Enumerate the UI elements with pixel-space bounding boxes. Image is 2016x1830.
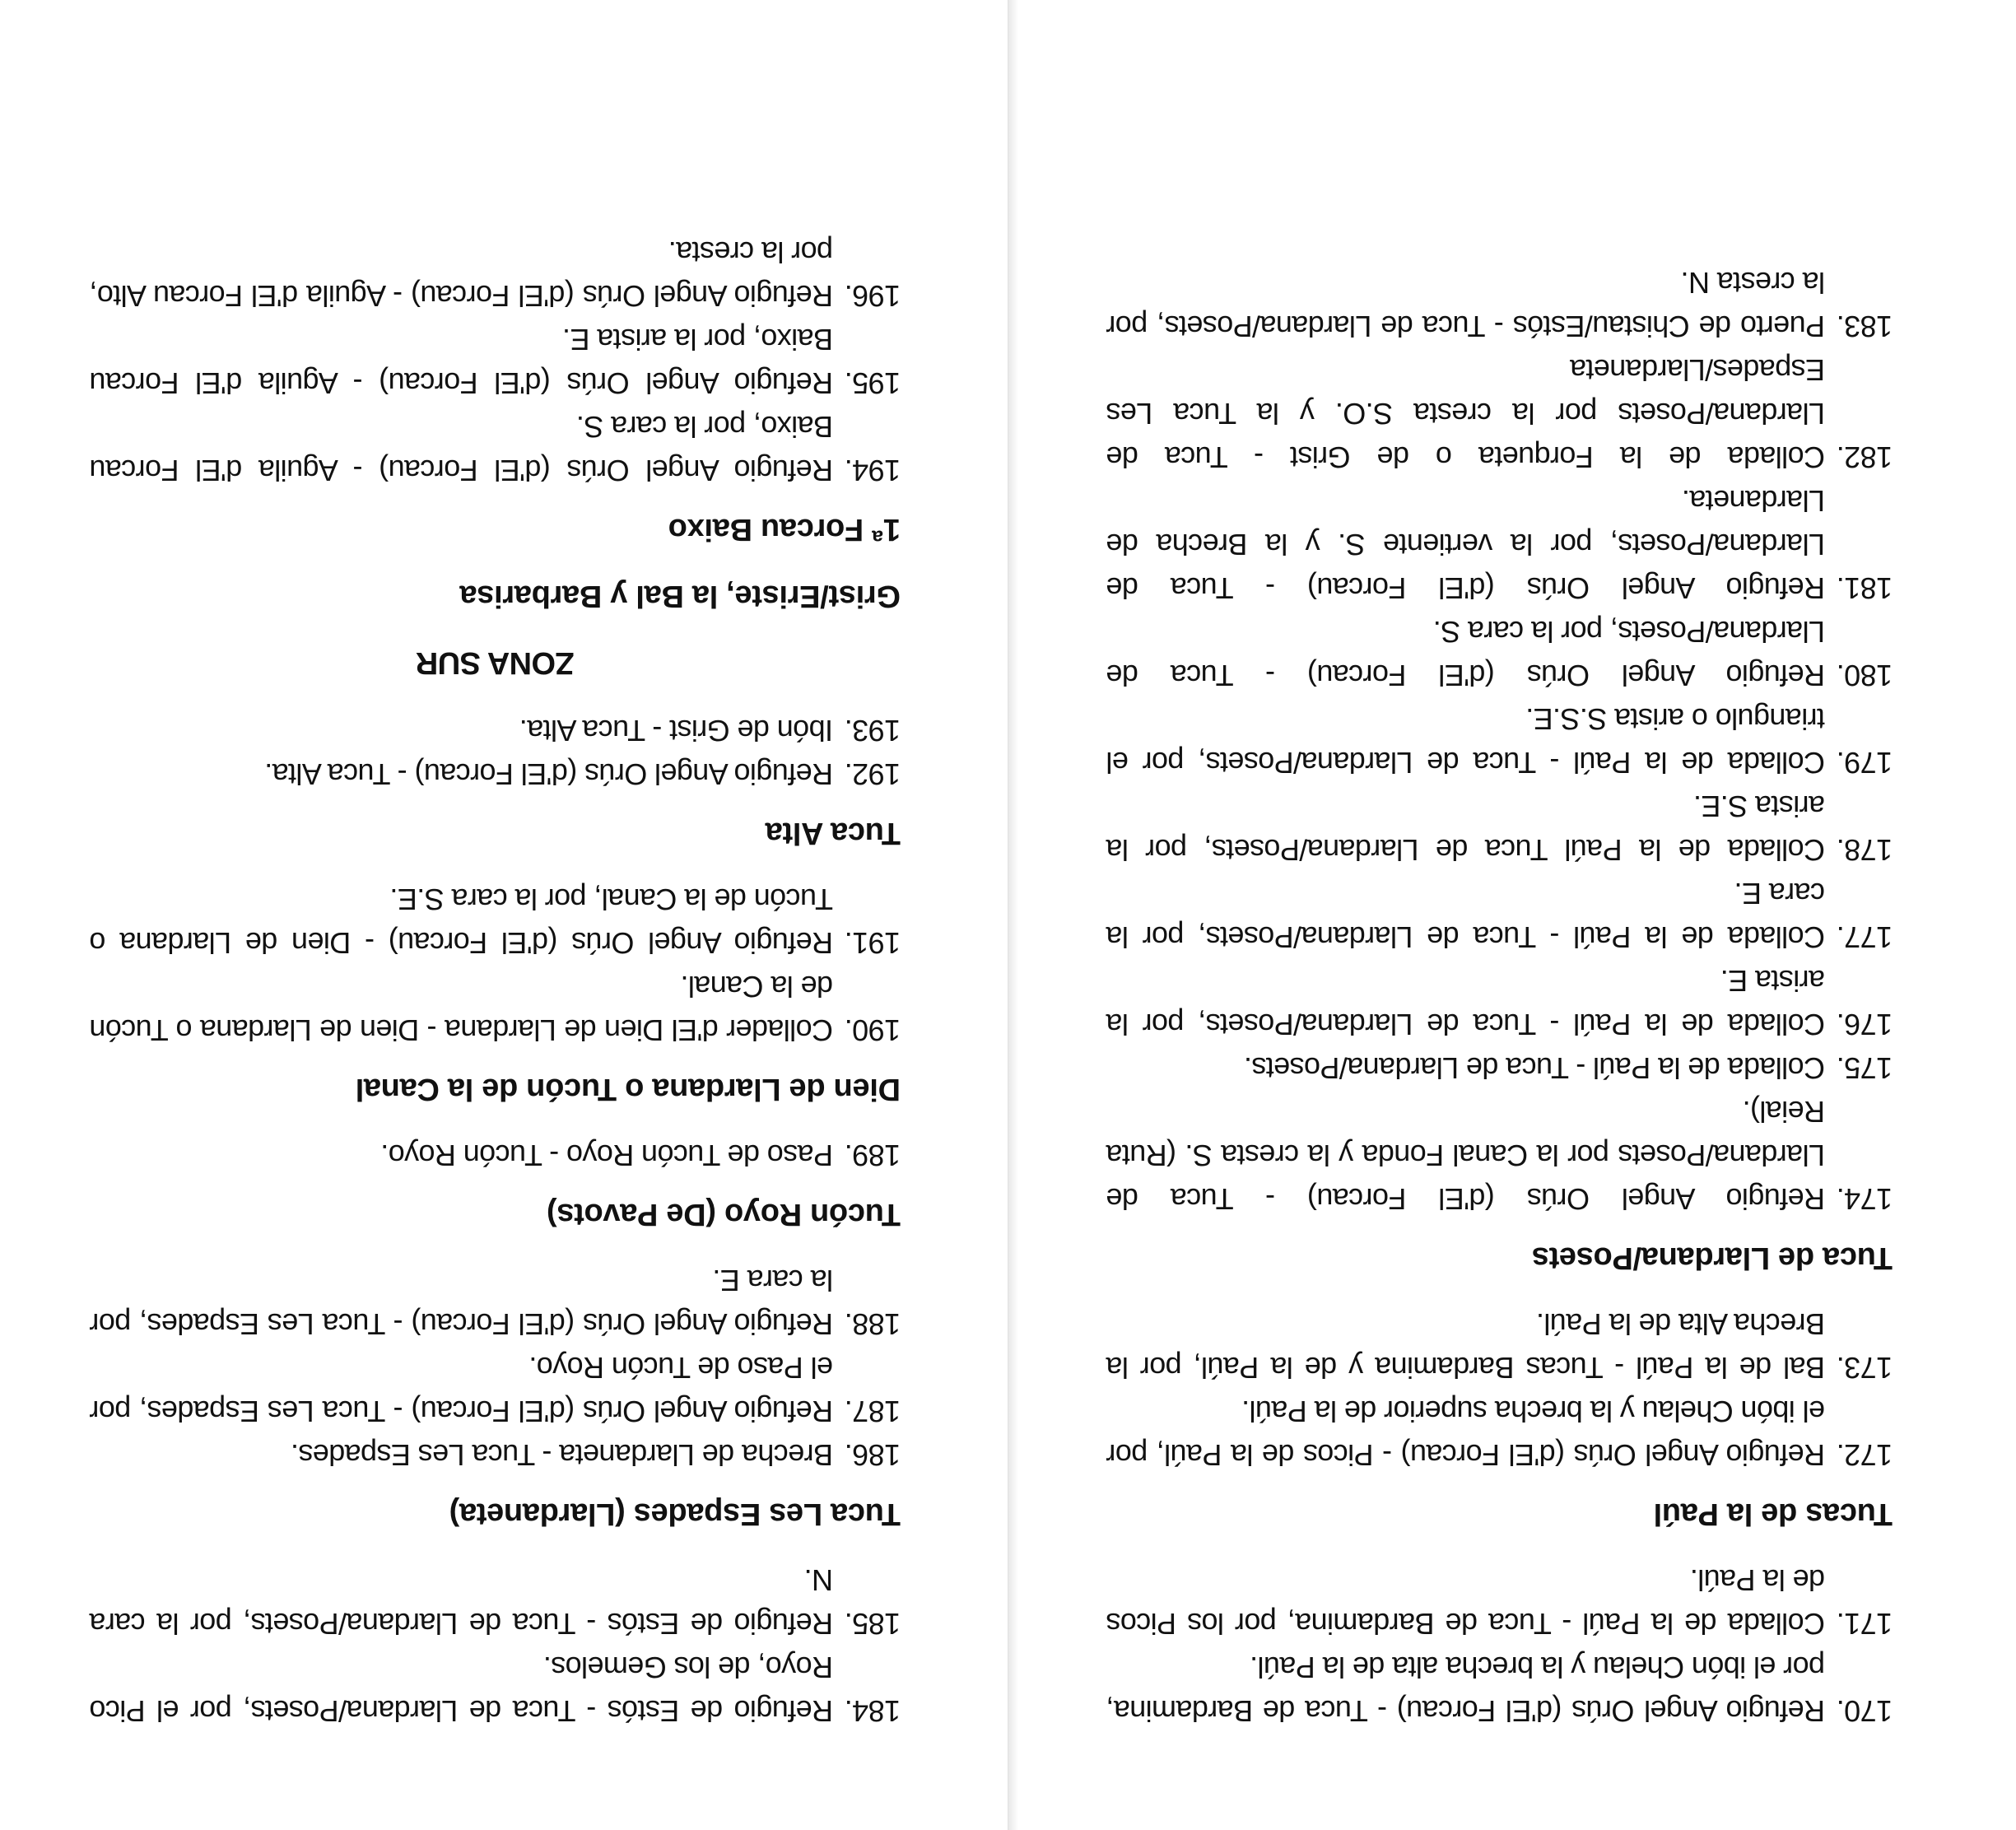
section-heading: Grist/Eriste, la Bal y Barbarisa [459, 579, 901, 613]
route-number: 196. [845, 279, 901, 313]
route-entry [90, 709, 901, 752]
section-heading: Dien de Llardana o Tucón de la Canal [355, 1072, 901, 1106]
right-column [90, 230, 901, 1733]
route-description: Refugio Angel Orús (d'El Forcau) - Tuca de Bardamina, por el ibón Chelau y la brecha alta de la Paúl. [1106, 1651, 1825, 1728]
route-description: Collada de la Paúl - Tuca de Llardana/Posets, por la arista E. [1106, 964, 1825, 1041]
route-description: Refugio Angel Orús (d'El Forcau) - Picos de la Paúl, por el ibón Chelau y la brecha superior de la Paúl. [1106, 1395, 1825, 1472]
route-entry [1106, 959, 1893, 1046]
route-number: 188. [845, 1307, 901, 1341]
route-number: 186. [845, 1438, 901, 1472]
section-heading: Tuca Les Espades (Llardaneta) [449, 1497, 901, 1531]
route-entry [1106, 1090, 1893, 1221]
section-heading: Tucas de la Paúl [1653, 1497, 1893, 1531]
route-entry [90, 965, 901, 1052]
route-number: 171. [1837, 1607, 1893, 1641]
route-entry [90, 1134, 901, 1177]
route-number: 173. [1837, 1351, 1893, 1385]
route-entry [90, 1346, 901, 1433]
route-number: 189. [845, 1139, 901, 1172]
route-description: Collada de la Paúl - Tuca de Llardana/Posets. [1244, 1051, 1825, 1085]
route-entry [90, 405, 901, 492]
route-entry [1106, 1558, 1893, 1646]
route-entry [1106, 479, 1893, 610]
route-entry [90, 1558, 901, 1646]
route-number: 194. [845, 454, 901, 487]
route-number: 177. [1837, 920, 1893, 954]
route-entry [1106, 261, 1893, 348]
route-number: 179. [1837, 746, 1893, 780]
route-description: Refugio Angel Orús (d'El Forcau) - Tuca de Llardana/Posets por la Canal Fonda y la cresta S. (Ruta Reial). [1106, 1095, 1825, 1216]
route-entry [90, 878, 901, 965]
page-left [1008, 0, 2016, 1830]
route-number: 174. [1837, 1182, 1893, 1216]
route-description: Refugio Angel Orús (d'El Forcau) - Tuca de Llardana/Posets, por la cara S. [1106, 615, 1825, 692]
route-number: 175. [1837, 1051, 1893, 1085]
route-description: Puerto de Chistau/Estós - Tuca de Llardana/Posets, por la cresta N. [1106, 266, 1825, 343]
route-description: Collada de la Paúl - Tuca de Llardana/Posets, por la cara E. [1106, 877, 1825, 954]
route-number: 170. [1837, 1694, 1893, 1728]
section-heading: Tucón Royo (De Pavots) [547, 1197, 901, 1232]
route-entry [1106, 348, 1893, 479]
route-number: 176. [1837, 1008, 1893, 1041]
route-number: 178. [1837, 833, 1893, 867]
section-heading: Tuca de Llardana/Posets [1532, 1241, 1893, 1275]
route-description: Paso de Tucón Royo - Tucón Royo. [380, 1139, 833, 1172]
route-description: Refugio Angel Orús (d'El Forcau) - Dien de Llardana o Tucón de la Canal, por la cara S.E. [90, 882, 833, 960]
route-number: 193. [845, 714, 901, 747]
route-number: 187. [845, 1395, 901, 1428]
route-number: 185. [845, 1607, 901, 1641]
route-description: Refugio Angel Orús (d'El Forcau) - Aguila d'El Forcau Baixo, por la arista E. [90, 323, 833, 400]
route-description: Refugio Angel Orús (d'El Forcau) - Tuca Les Espades, por la cara E. [90, 1264, 833, 1341]
route-entry [90, 230, 901, 318]
route-entry [1106, 1046, 1893, 1090]
route-description: Refugio Angel Orús (d'El Forcau) - Aguila d'El Forcau Alto, por la cresta. [90, 235, 833, 313]
route-description: Refugio Angel Orús (d'El Forcau) - Tuca Les Espades, por el Paso de Tucón Royo. [90, 1351, 833, 1428]
route-description: Bal de la Paúl - Tucas Bardamina y de la Paúl, por la Brecha Alta de la Paúl. [1106, 1307, 1825, 1385]
route-description: Refugio Angel Orús (d'El Forcau) - Tuca Alta. [264, 757, 833, 791]
route-number: 192. [845, 757, 901, 791]
route-number: 182. [1837, 440, 1893, 474]
route-entry [90, 1259, 901, 1346]
route-description: Collader d'El Dien de Llardana - Dien de Llardana o Tucón de la Canal. [90, 970, 833, 1047]
route-entry [1106, 1646, 1893, 1733]
route-description: Refugio Angel Orús (d'El Forcau) - Tuca de Llardana/Posets, por la vertiente S. y la Brecha de Llardaneta. [1106, 484, 1825, 605]
route-entry [90, 318, 901, 405]
route-number: 190. [845, 1013, 901, 1047]
route-entry [90, 1646, 901, 1733]
route-description: Collada de la Forqueta o de Grist - Tuca de Llardana/Posets por la cresta S.O. y la Tuca Les Espades/Llardaneta [1106, 353, 1825, 474]
left-column [1106, 261, 1893, 1733]
route-entry [1106, 1302, 1893, 1390]
route-entry [1106, 697, 1893, 785]
route-entry [1106, 610, 1893, 697]
route-entry [1106, 872, 1893, 959]
route-number: 195. [845, 366, 901, 400]
route-description: Refugio de Estós - Tuca de Llardana/Posets, por el Pico Royo, de los Gemelos. [90, 1651, 833, 1728]
route-description: Refugio de Estós - Tuca de Llardana/Posets, por la cara N. [90, 1563, 833, 1641]
route-number: 181. [1837, 571, 1893, 605]
route-entry [1106, 1390, 1893, 1477]
route-entry [90, 1433, 901, 1477]
route-description: Brecha de Llardaneta - Tuca Les Espades. [291, 1438, 833, 1472]
route-number: 183. [1837, 310, 1893, 343]
zone-heading: ZONA SUR [416, 645, 575, 680]
route-description: Collada de la Paúl Tuca de Llardana/Posets, por la arista S.E. [1106, 789, 1825, 867]
route-number: 191. [845, 926, 901, 960]
section-heading: Tuca Alta [765, 816, 901, 850]
route-description: Ibón de Grist - Tuca Alta. [519, 714, 833, 747]
section-heading: 1ª Forcau Baixo [668, 512, 901, 547]
route-number: 184. [845, 1694, 901, 1728]
route-number: 172. [1837, 1438, 1893, 1472]
route-description: Refugio Angel Orús (d'El Forcau) - Aguila d'El Forcau Baixo, por la cara S. [90, 410, 833, 487]
route-description: Collada de la Paúl - Tuca de Bardamina, por los Picos de la Paúl. [1106, 1563, 1825, 1641]
route-description: Collada de la Paúl - Tuca de Llardana/Posets, por el triangulo o arista S.S.E. [1106, 702, 1825, 780]
route-number: 180. [1837, 659, 1893, 692]
route-entry [1106, 785, 1893, 872]
route-entry [90, 752, 901, 796]
